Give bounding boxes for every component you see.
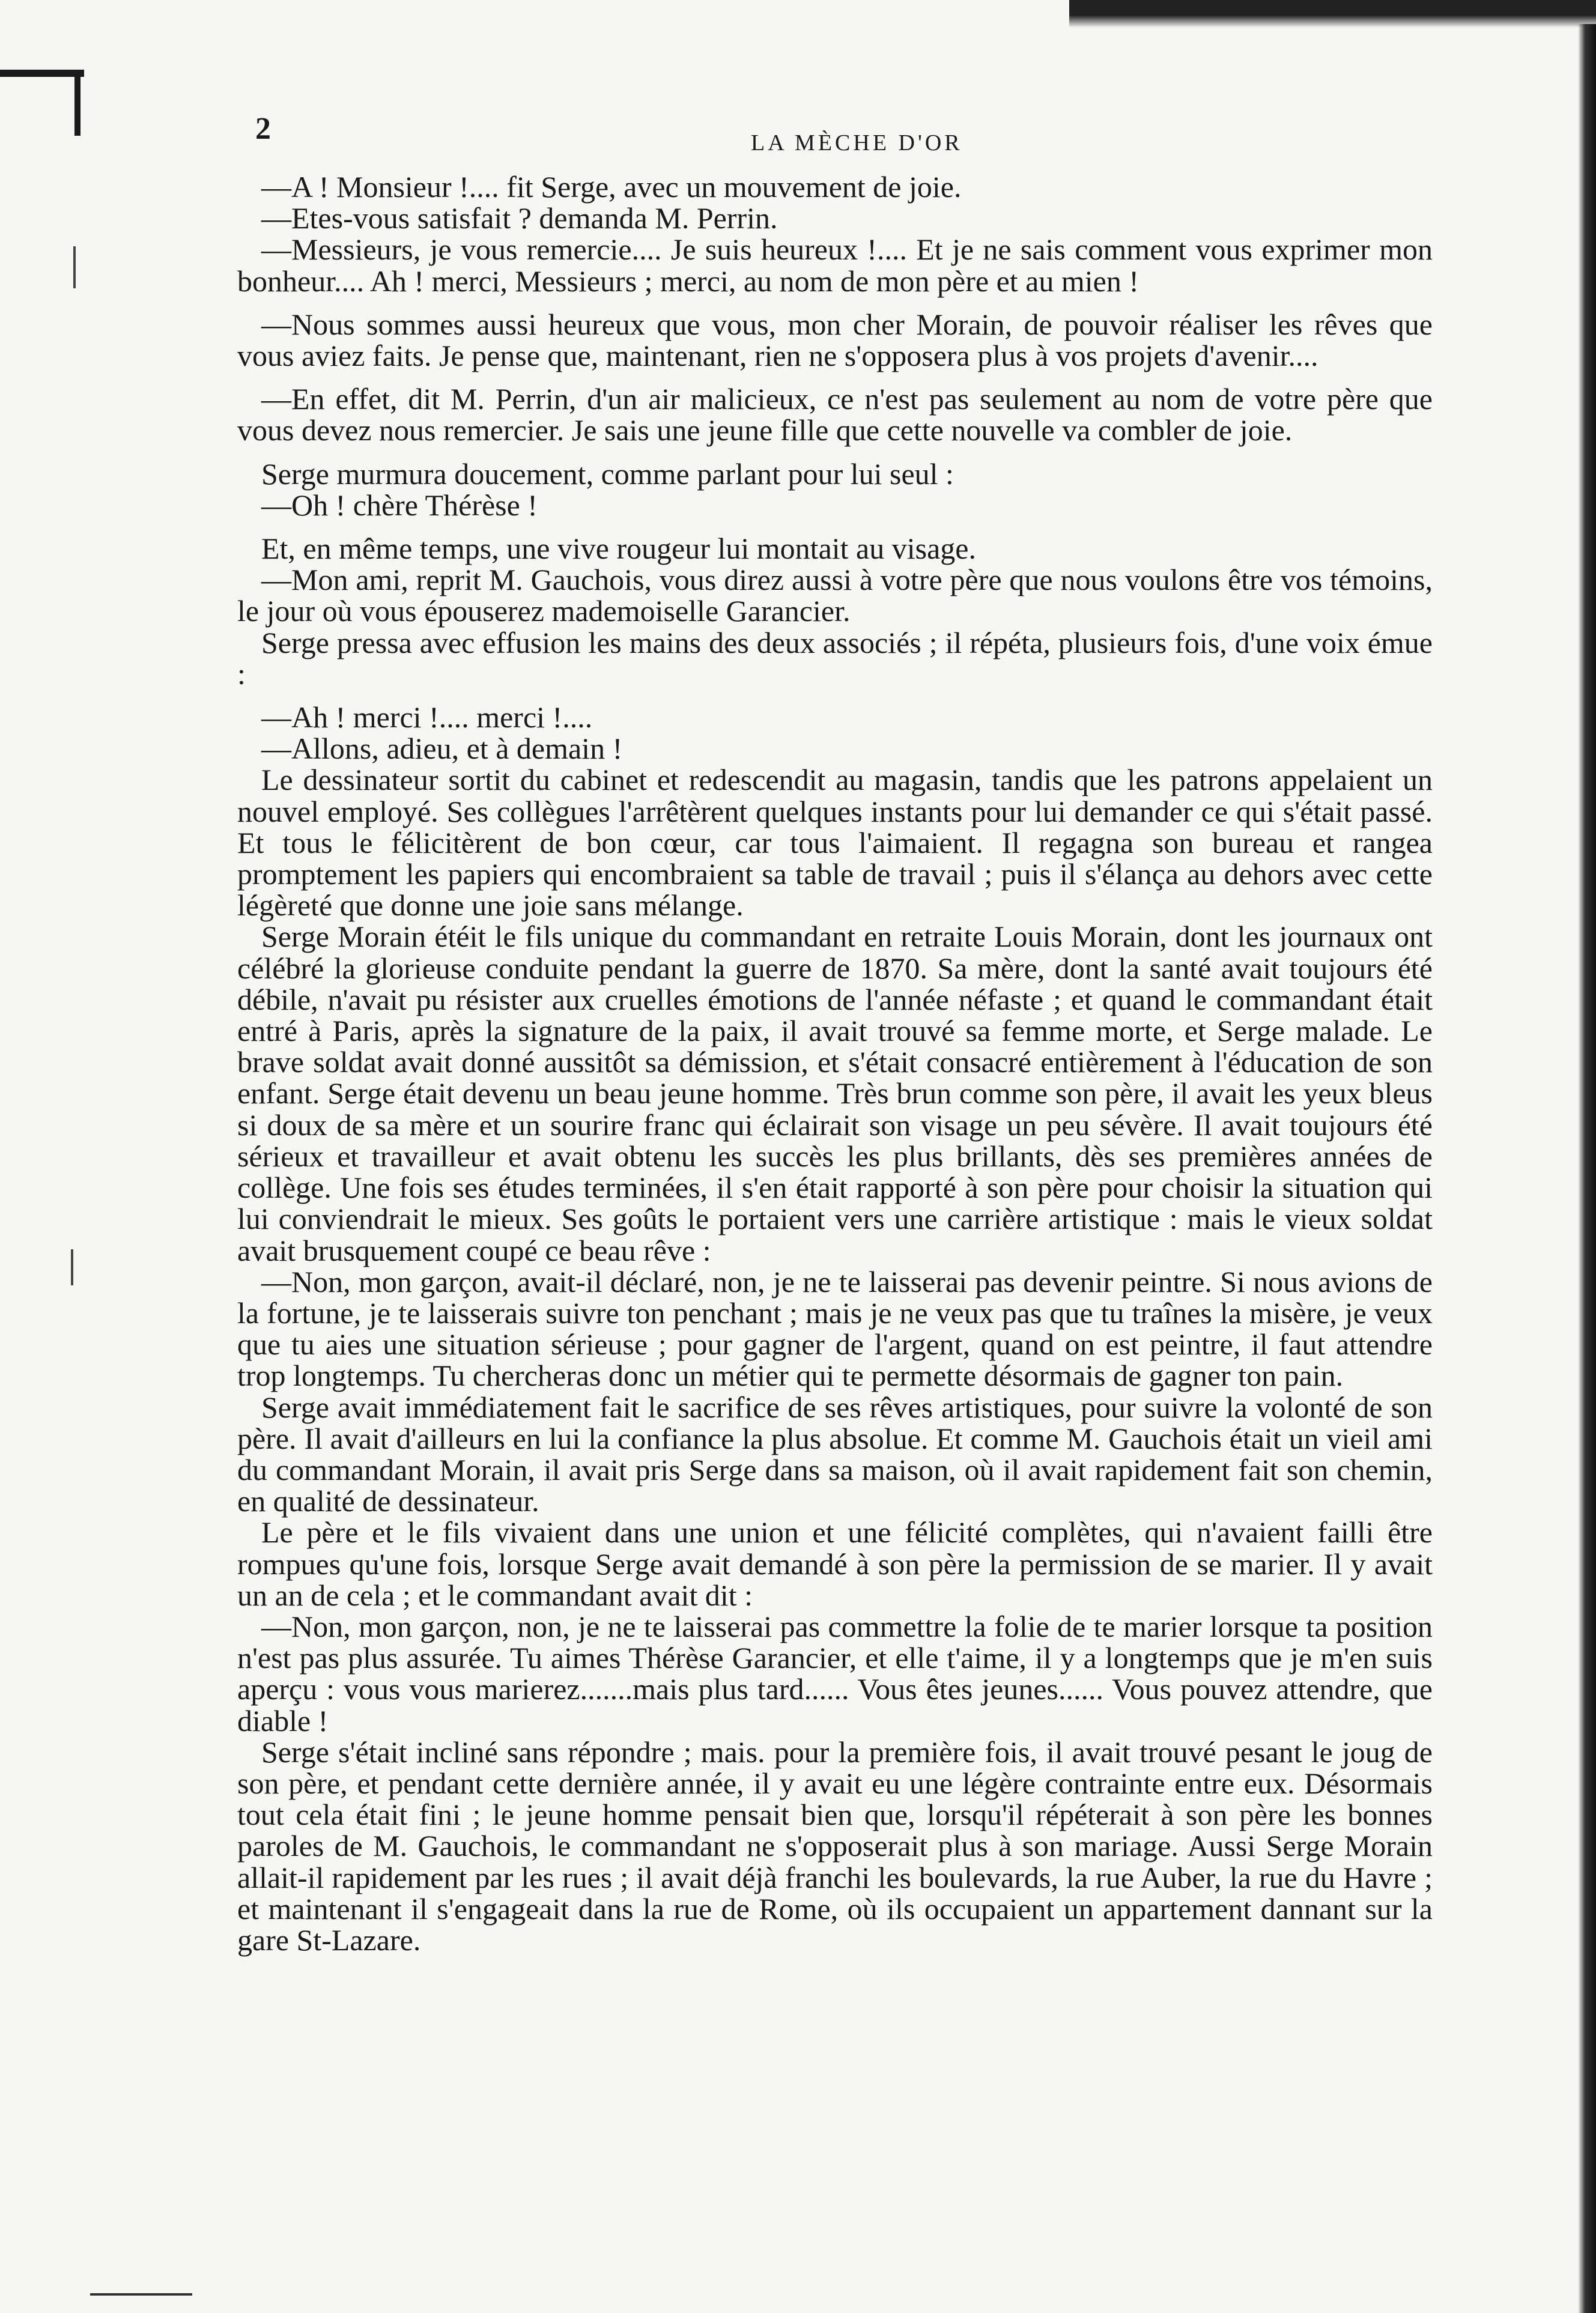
- paragraph: —Messieurs, je vous remercie.... Je suis heureux !.... Et je ne sais comment vous exprimer mon bonheur.... Ah ! merci, Messieurs ; merci, au nom de mon père et au mien !: [237, 232, 1433, 298]
- margin-mark: [71, 1249, 73, 1285]
- bottom-mark: [90, 2293, 192, 2296]
- paragraph: Serge s'était incliné sans répondre ; mais. pour la première fois, il avait trouvé pesant le joug de son père, et pendant cette dernière année, il y avait eu une légère contrainte entre eux. Désormais tout cela était fini ; le jeune homme pensait bien que, lorsqu'il répéterait à son père les bonnes paroles de M. Gauchois, le commandant ne s'opposerait plus à son mariage. Aussi Serge Morain allait-il rapidement par les rues ; il avait déjà franchi les boulevards, la rue Auber, la rue du Havre ; et maintenant il s'engageait dans la rue de Rome, où ils occupaient un appartement dannant sur la gare St-Lazare.: [237, 1735, 1433, 1957]
- paragraph: —Oh ! chère Thérèse !: [261, 488, 538, 522]
- scan-edge-right: [1578, 24, 1596, 2313]
- corner-mark-vertical: [74, 70, 80, 136]
- paragraph: Le père et le fils vivaient dans une union et une félicité complètes, qui n'avaient failli être rompues qu'une fois, lorsque Serge avait demandé à son père la permission de se marier. Il y avait un an de cela ; et le commandant avait dit :: [237, 1515, 1433, 1612]
- paragraph: Et, en même temps, une vive rougeur lui montait au visage.: [261, 532, 976, 566]
- paragraph: Serge murmura doucement, comme parlant pour lui seul :: [261, 456, 954, 491]
- paragraph: —Allons, adieu, et à demain !: [261, 732, 623, 766]
- paragraph: —Etes-vous satisfait ? demanda M. Perrin.: [261, 201, 778, 235]
- body-text: [237, 171, 1433, 1956]
- scan-edge-top: [1069, 0, 1596, 28]
- running-title: LA MÈCHE D'OR: [751, 130, 963, 156]
- paragraph: —Ah ! merci !.... merci !....: [261, 700, 593, 735]
- paragraph: Le dessinateur sortit du cabinet et redescendit au magasin, tandis que les patrons appelaient un nouvel employé. Ses collègues l'arrêtèrent quelques instants pour lui demander ce qui s'était passé. Et tous le félicitèrent de bon cœur, car tous l'aimaient. Il regagna son bureau et rangea promptement les papiers qui encombraient sa table de travail ; puis il s'élança au dehors avec cette légèreté que donne une joie sans mélange.: [237, 763, 1433, 923]
- paragraph: —En effet, dit M. Perrin, d'un air malicieux, ce n'est pas seulement au nom de votre père que vous devez nous remercier. Je sais une jeune fille que cette nouvelle va combler de joie.: [237, 382, 1433, 447]
- paragraph: —A ! Monsieur !.... fit Serge, avec un mouvement de joie.: [261, 170, 962, 204]
- paragraph: —Nous sommes aussi heureux que vous, mon cher Morain, de pouvoir réaliser les rêves que vous aviez faits. Je pense que, maintenant, rien ne s'opposera plus à vos projets d'avenir....: [237, 307, 1433, 373]
- corner-mark-horizontal: [0, 70, 84, 77]
- paragraph: —Mon ami, reprit M. Gauchois, vous direz aussi à votre père que nous voulons être vos témoins, le jour où vous épouserez mademoiselle Garancier.: [237, 563, 1433, 628]
- paragraph: —Non, mon garçon, non, je ne te laisserai pas commettre la folie de te marier lorsque ta position n'est pas plus assurée. Tu aimes Thérèse Garancier, et elle t'aime, il y a longtemps que je m'en suis aperçu : vous vous marierez.......mais plus tard...... Vous êtes jeunes...... Vous pouvez attendre, que diable !: [237, 1609, 1433, 1738]
- page-number: 2: [255, 112, 271, 146]
- margin-mark: [73, 246, 76, 288]
- paragraph: —Non, mon garçon, avait-il déclaré, non, je ne te laisserai pas devenir peintre. Si nous avions de la fortune, je te laisserais suivre ton penchant ; mais je ne veux pas que tu traînes la misère, je veux que tu aies une situation sérieuse ; pour gagner de l'argent, quand on est peintre, il faut attendre trop longtemps. Tu chercheras donc un métier qui te permette désormais de gagner ton pain.: [237, 1264, 1433, 1393]
- paragraph: Serge avait immédiatement fait le sacrifice de ses rêves artistiques, pour suivre la volonté de son père. Il avait d'ailleurs en lui la confiance la plus absolue. Et comme M. Gauchois était un vieil ami du commandant Morain, il avait pris Serge dans sa maison, où il avait rapidement fait son chemin, en qualité de dessinateur.: [237, 1390, 1433, 1518]
- paragraph: Serge Morain étéit le fils unique du commandant en retraite Louis Morain, dont les journaux ont célébré la glorieuse conduite pendant la guerre de 1870. Sa mère, dont la santé avait toujours été débile, n'avait pu résister aux cruelles émotions de l'année néfaste ; et quand le commandant était entré à Paris, après la signature de la paix, il avait trouvé sa femme morte, et Serge malade. Le brave soldat avait donné aussitôt sa démission, et s'était consacré entièrement à l'éducation de son enfant. Serge était devenu un beau jeune homme. Très brun comme son père, il avait les yeux bleus si doux de sa mère et un sourire franc qui éclairait son visage un peu sévère. Il avait toujours été sérieux et travailleur et avait obtenu les succès les plus brillants, dès ses premières années de collège. Une fois ses études terminées, il s'en était rapporté à son père pour choisir la situation qui lui conviendrait le mieux. Ses goûts le portaient vers une carrière artistique : mais le vieux soldat avait brusquement coupé ce beau rêve :: [237, 920, 1433, 1267]
- paragraph: Serge pressa avec effusion les mains des deux associés ; il répéta, plusieurs fois, d'une voix émue :: [237, 625, 1433, 691]
